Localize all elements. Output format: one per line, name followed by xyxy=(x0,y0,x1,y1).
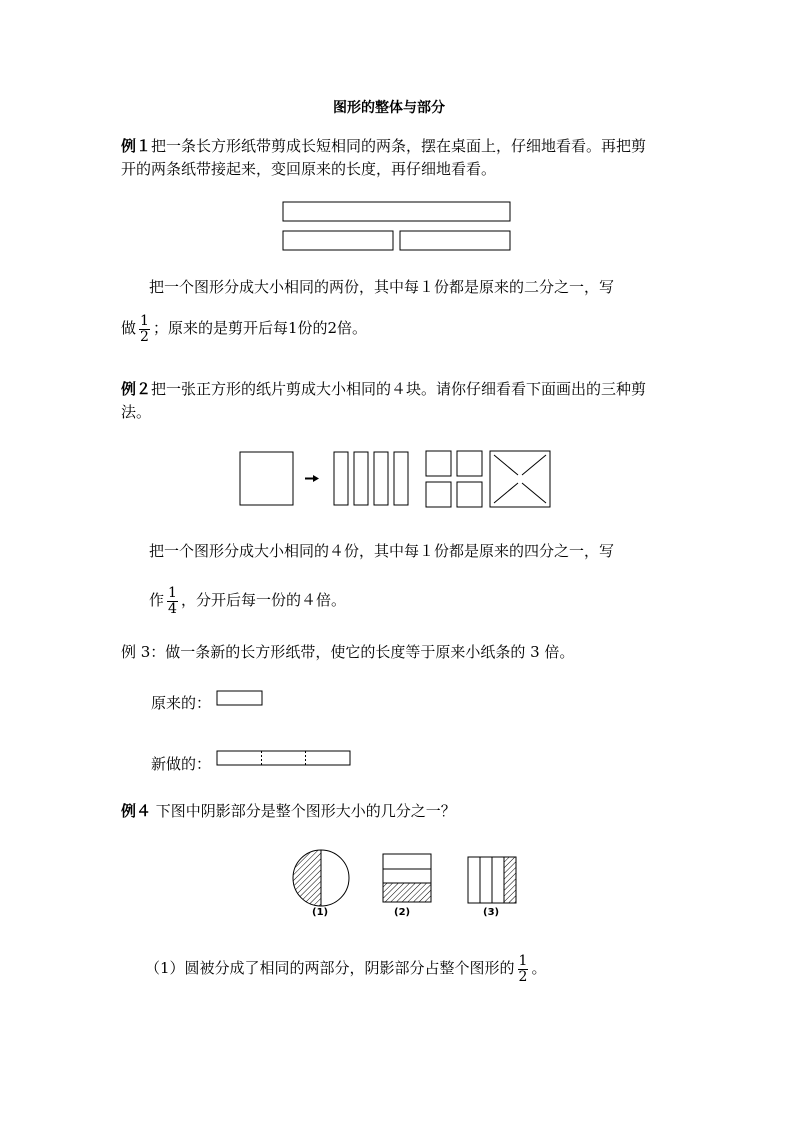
figure-2-rectangle xyxy=(383,854,431,902)
example-1-conclusion-suffix: ；原来的是剪开后每1份的2倍。 xyxy=(152,319,368,337)
example-2-conclusion-suffix: ，分开后每一份的４倍。 xyxy=(180,591,346,609)
whole-strip xyxy=(283,202,510,221)
example-4-label: 例４ xyxy=(121,802,152,820)
example-2-line-1 xyxy=(121,378,646,400)
figure-label-2: (2) xyxy=(394,907,411,918)
new-strip xyxy=(216,750,352,768)
example-2-label: 例２ xyxy=(121,380,152,398)
example-4-line xyxy=(121,800,456,822)
fraction-numerator: 1 xyxy=(140,312,149,329)
figure-label-1: (1) xyxy=(312,907,329,918)
figure-label-3: (3) xyxy=(483,907,500,918)
original-label: 原来的： xyxy=(151,694,212,712)
fraction-denominator: 4 xyxy=(168,600,177,617)
square-cutting-figure xyxy=(238,449,556,509)
example-1-text: 把一条长方形纸带剪成长短相同的两条，摆在桌面上，仔细地看看。再把剪 xyxy=(151,137,647,155)
example-2-conclusion-prefix: 作 xyxy=(149,591,165,609)
page-title: 图形的整体与部分 xyxy=(333,100,445,116)
new-label: 新做的： xyxy=(151,755,212,773)
example-1-label: 例１ xyxy=(121,137,152,155)
example-4-question: 下图中阴影部分是整个图形大小的几分之一？ xyxy=(155,802,456,820)
fraction-denominator: 2 xyxy=(140,328,149,345)
shaded-shapes-figure xyxy=(288,846,524,920)
four-triangles xyxy=(490,451,550,507)
arrow-icon xyxy=(305,475,319,482)
example-3-text: 例 3：做一条新的长方形纸带，使它的长度等于原来小纸条的 3 倍。 xyxy=(121,643,575,661)
four-small-squares xyxy=(426,451,482,507)
example-4-answer-suffix: 。 xyxy=(531,959,547,977)
example-1-conclusion-line-2 xyxy=(121,311,367,345)
original-strip xyxy=(216,690,264,708)
original-square xyxy=(240,452,293,505)
example-1-line-1 xyxy=(121,135,646,157)
example-2-conclusion-line-1: 把一个图形分成大小相同的４份，其中每１份都是原来的四分之一，写 xyxy=(149,542,615,560)
example-1-conclusion-line-1: 把一个图形分成大小相同的两份，其中每１份都是原来的二分之一，写 xyxy=(149,278,615,296)
example-2-text: 把一张正方形的纸片剪成大小相同的４块。请你仔细看看下面画出的三种剪 xyxy=(151,380,647,398)
fraction-one-half xyxy=(518,954,529,985)
fraction-denominator: 2 xyxy=(518,968,528,985)
example-4-answer xyxy=(145,951,546,985)
example-1-conclusion-prefix: 做 xyxy=(121,319,137,337)
example-2-line-2: 法。 xyxy=(121,403,152,421)
figure-3-rectangle xyxy=(468,857,516,903)
example-2-conclusion-line-2 xyxy=(149,583,346,617)
paper-strips-figure xyxy=(282,200,514,254)
fraction-numerator: 1 xyxy=(518,952,528,969)
four-vertical-strips xyxy=(334,452,408,505)
example-1-line-2: 开的两条纸带接起来，变回原来的长度，再仔细地看看。 xyxy=(121,160,497,178)
fraction-one-quarter xyxy=(167,586,178,617)
example-4-answer-text: （1）圆被分成了相同的两部分，阴影部分占整个图形的 xyxy=(145,959,515,977)
fraction-one-half xyxy=(139,314,150,345)
cut-strip-right xyxy=(400,231,510,250)
figure-1-circle xyxy=(293,850,349,906)
cut-strip-left xyxy=(283,231,393,250)
fraction-numerator: 1 xyxy=(168,584,177,601)
